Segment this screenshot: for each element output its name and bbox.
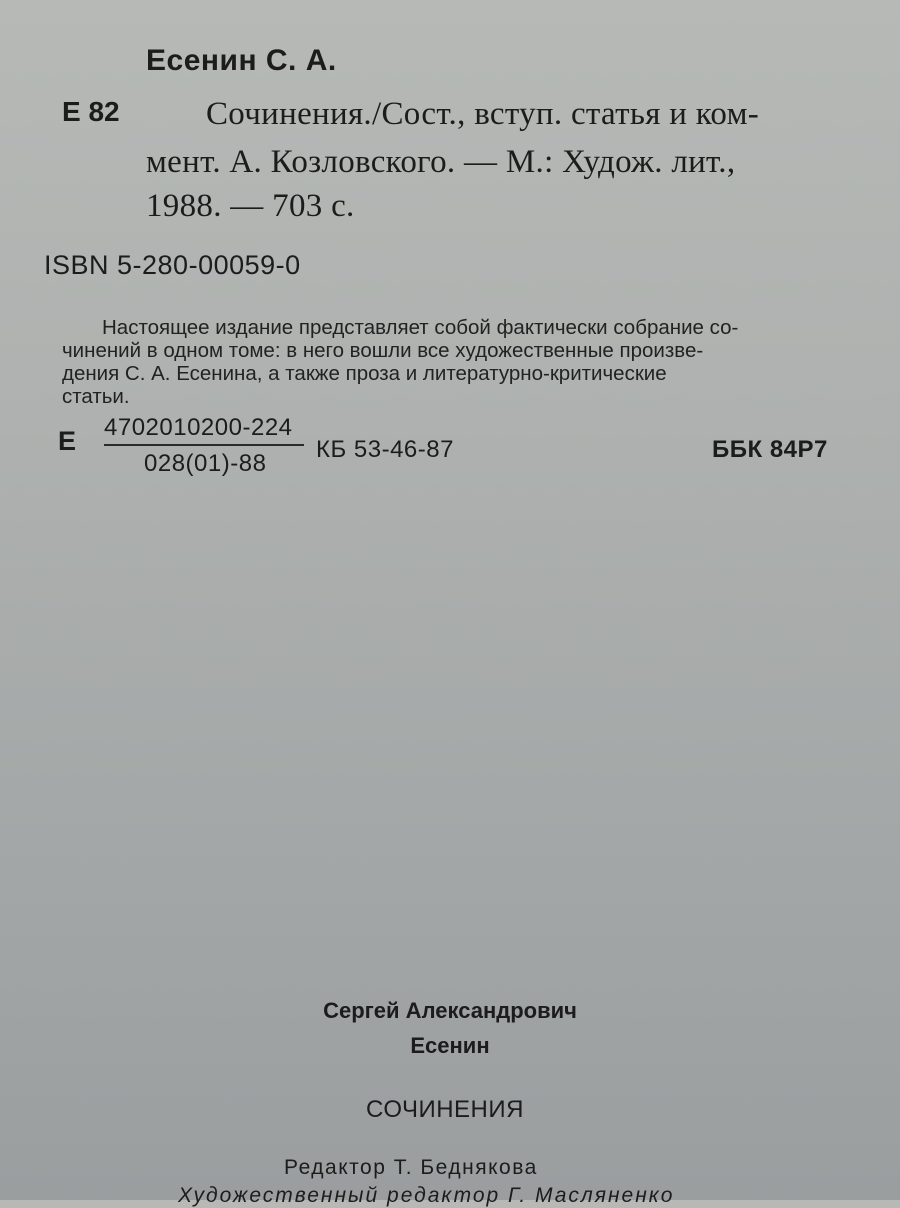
- isbn: ISBN 5-280-00059-0: [44, 250, 301, 280]
- fraction-divider: [104, 444, 304, 446]
- index-numerator: 4702010200-224: [104, 414, 293, 441]
- author-heading: Есенин С. А.: [146, 44, 337, 77]
- bibliographic-entry-line-1: Сочинения./Сост., вступ. статья и ком-: [206, 96, 760, 132]
- annotation-line: чинений в одном томе: в него вошли все художественные произве-: [62, 339, 704, 362]
- bibliographic-entry-line-3: 1988. — 703 с.: [146, 188, 355, 224]
- annotation: [62, 316, 852, 408]
- annotation-line: Настоящее издание представляет собой фактически собрание со-: [102, 316, 739, 339]
- index-denominator: 028(01)-88: [144, 450, 267, 477]
- index-letter: Е: [58, 426, 77, 456]
- classification-code: Е 82: [62, 96, 120, 127]
- bibliographic-entry-line-2: мент. А. Козловского. — М.: Худож. лит.,: [146, 144, 736, 180]
- editor-credit: Редактор Т. Беднякова: [284, 1156, 538, 1179]
- annotation-line: дения С. А. Есенина, а также проза и литературно-критические: [62, 362, 667, 385]
- author-first-names: Сергей Александрович: [323, 998, 577, 1023]
- book-title: СОЧИНЕНИЯ: [366, 1096, 524, 1123]
- kb-number: КБ 53-46-87: [316, 436, 454, 463]
- bbk-code: ББК 84Р7: [712, 436, 828, 463]
- annotation-line: статьи.: [62, 385, 130, 408]
- author-surname: Есенин: [410, 1033, 490, 1058]
- art-editor-credit: Художественный редактор Г. Масляненко: [178, 1184, 675, 1207]
